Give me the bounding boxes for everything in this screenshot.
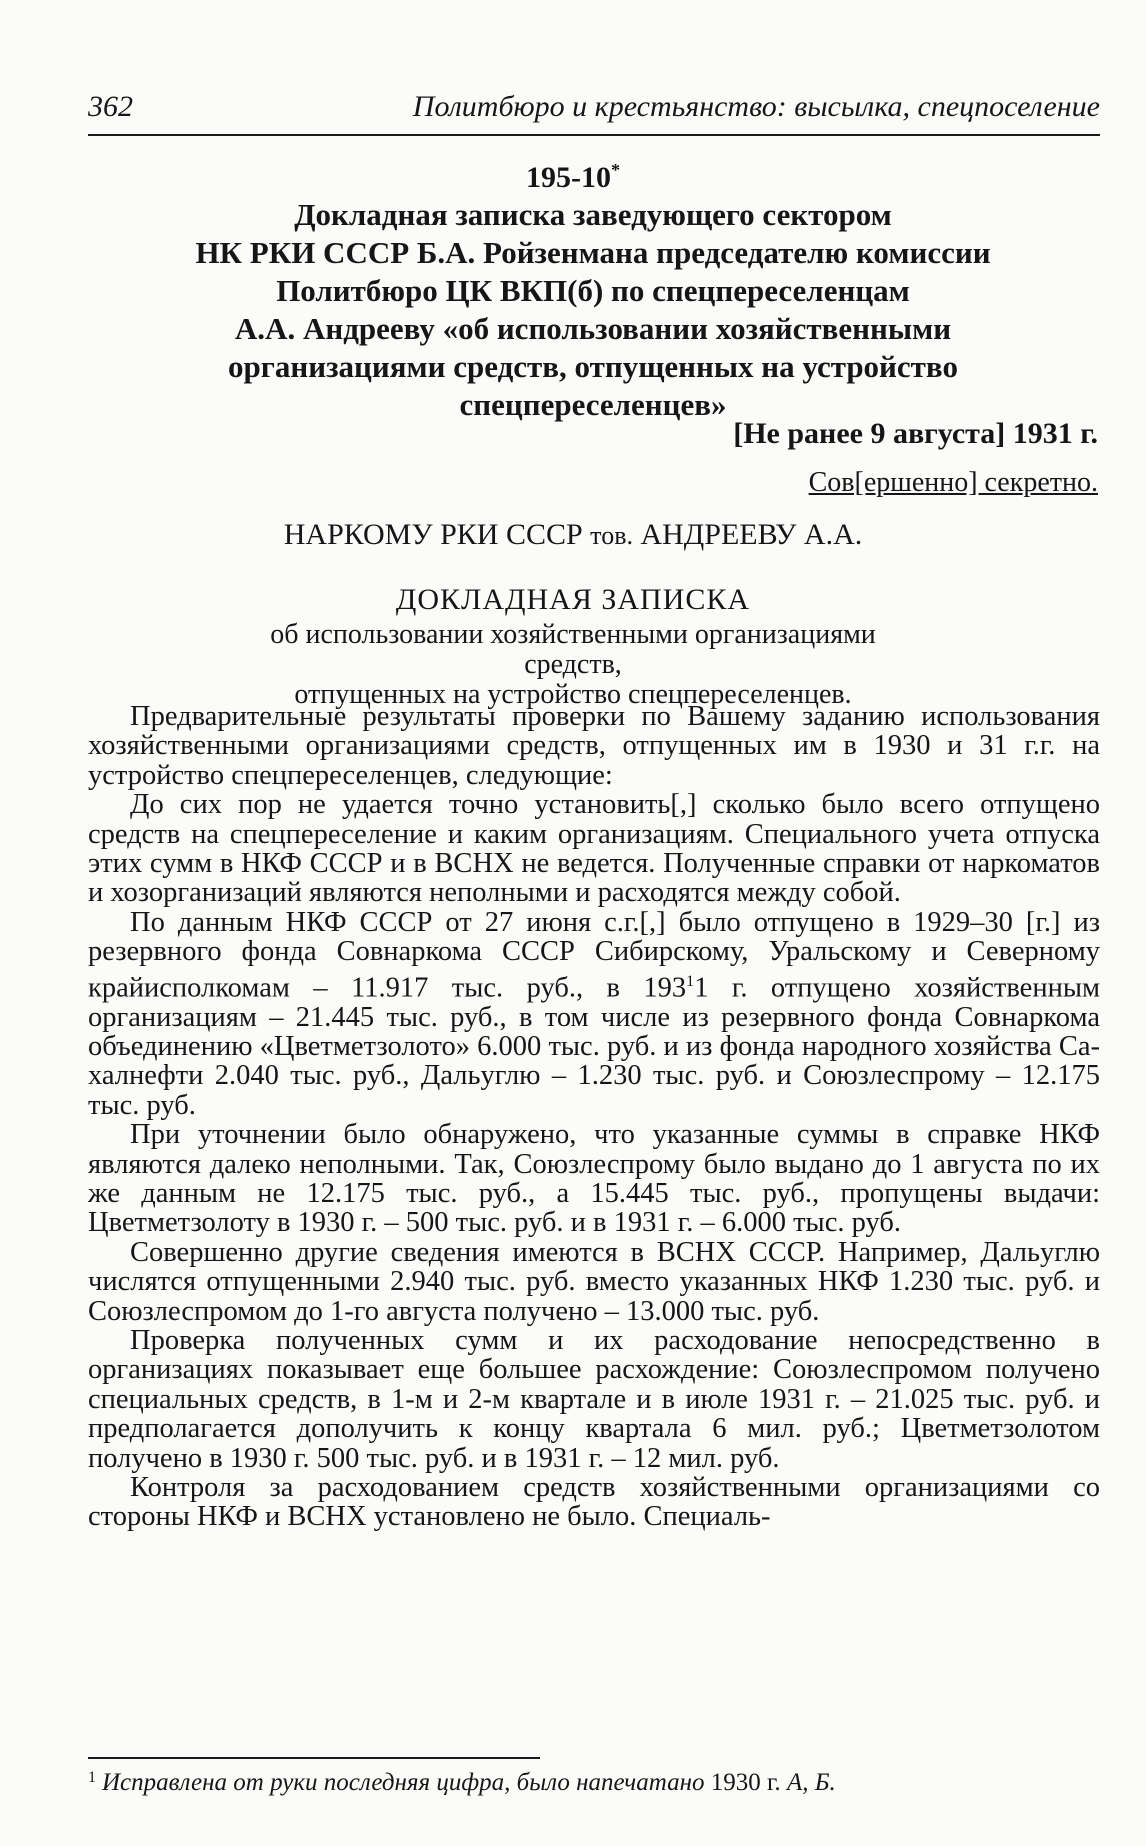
footnote-year: 1930 г. (710, 1769, 781, 1796)
memo-body (88, 702, 1100, 1532)
document-number-text: 195-10 (526, 161, 611, 194)
heading-line: организациями средств, отпущенных на устройство (228, 349, 958, 384)
body-paragraph: До сих пор не удается точно установить[,] сколько было всего отпущено средств на спецпереселение и каким организациям. Специального учета отпуска этих сумм в НКФ СССР и в ВСНХ не ведется. Полученные справки от наркоматов и хозорганизаций являются неполными и расходятся между собой. (88, 789, 1100, 909)
heading-line: Политбюро ЦК ВКП(б) по спецпереселенцам (276, 273, 910, 308)
body-paragraph-text: 1 г. отпущено хозяйственным организациям – 21.445 тыс. руб., в том числе из резервного фонда Совнаркома объединению «Цветметзолото» 6.000 тыс. руб. и из фонда народного хозяйства Сахалнефти 2.040 тыс. руб., Дальуглю – 1.230 тыс. руб. и Союзлеспрому – 12.175 тыс. руб. (88, 972, 1101, 1121)
document-number-mark: * (611, 160, 620, 180)
heading-line: А.А. Андрееву «об использовании хозяйственными (234, 311, 952, 346)
addressee-honorific: тов. (590, 521, 633, 550)
addressee-name: АНДРЕЕВУ А.А. (640, 518, 863, 551)
heading-line: спецпереселенцев» (459, 387, 727, 422)
footnote-mark: 1 (88, 1769, 96, 1786)
subtitle-line: об использовании хозяйственными организациями средств, (270, 619, 876, 680)
page-number: 362 (88, 90, 133, 123)
running-title: Политбюро и крестьянство: высылка, спецпоселение (412, 90, 1100, 123)
body-paragraph-text: По данным НКФ СССР от 27 июня с.г.[,] было отпущено в 1929–30 [г.] из резервного фонда Совнаркома СССР Сибирскому, Уральскому и Северному крайисполкомам – 11.917 тыс. руб., в 193 (88, 906, 1100, 1004)
document-date: [Не ранее 9 августа] 1931 г. (733, 417, 1098, 450)
body-paragraph: При уточнении было обнаружено, что указанные суммы в справке НКФ являются далеко неполными. Так, Союзлеспрому было выдано до 1 августа по их же данным не 12.175 тыс. руб., а 15.445 тыс. руб., пропущены выдачи: Цветметзолоту в 1930 г. – 500 тыс. руб. и в 1931 г. – 6.000 тыс. руб. (88, 1119, 1100, 1239)
body-paragraph (88, 908, 1100, 1120)
memo-subtitle (240, 620, 906, 710)
memo-title: ДОКЛАДНАЯ ЗАПИСКА (395, 583, 751, 616)
subtitle-line: отпущенных на устройство спецпереселенцев. (294, 679, 852, 710)
addressee (0, 518, 1146, 552)
footnote-initials: А, Б. (786, 1769, 836, 1796)
body-paragraph: Контроля за расходованием средств хозяйственными организациями со стороны НКФ и ВСНХ установлено не было. Специаль- (88, 1472, 1100, 1533)
heading-line: Докладная записка заведующего сектором (294, 197, 892, 232)
body-paragraph: Проверка полученных сумм и их расходование непосредственно в организациях показывает еще большее расхождение: Союзлеспромом получено специальных средств, в 1-м и 2-м квартале и в июле 1931 г. – 21.025 тыс. руб. и предполагается дополучить к концу квартала 6 мил. руб.; Цветметзолотом получено в 1930 г. 500 тыс. руб. и в 1931 г. – 12 мил. руб. (88, 1325, 1100, 1474)
page-header (88, 86, 1100, 136)
document-heading (120, 196, 1066, 424)
footnote-divider (88, 1757, 540, 1759)
body-paragraph: Совершенно другие сведения имеются в ВСНХ СССР. Например, Дальуглю числятся отпущенными 2.940 тыс. руб. вместо указанных НКФ 1.230 тыс. руб. и Союзлеспромом до 1-го августа получено – 13.000 тыс. руб. (88, 1236, 1100, 1327)
footnote-text: Исправлена от руки последняя цифра, было напечатано (102, 1769, 705, 1796)
body-paragraph: Предварительные результаты проверки по Вашему заданию использования хозяйственными организациями средств, отпущенных им в 1930 и 31 г.г. на устройство спецпереселенцев, следующие: (88, 701, 1100, 791)
classification-mark: Сов[ершенно] секретно. (808, 467, 1098, 498)
addressee-org: НАРКОМУ РКИ СССР (283, 518, 583, 551)
footnote (88, 1769, 836, 1797)
footnote-reference: 1 (686, 972, 695, 990)
document-number (0, 160, 1146, 195)
heading-line: НК РКИ СССР Б.А. Ройзенмана председателю комиссии (195, 235, 991, 270)
